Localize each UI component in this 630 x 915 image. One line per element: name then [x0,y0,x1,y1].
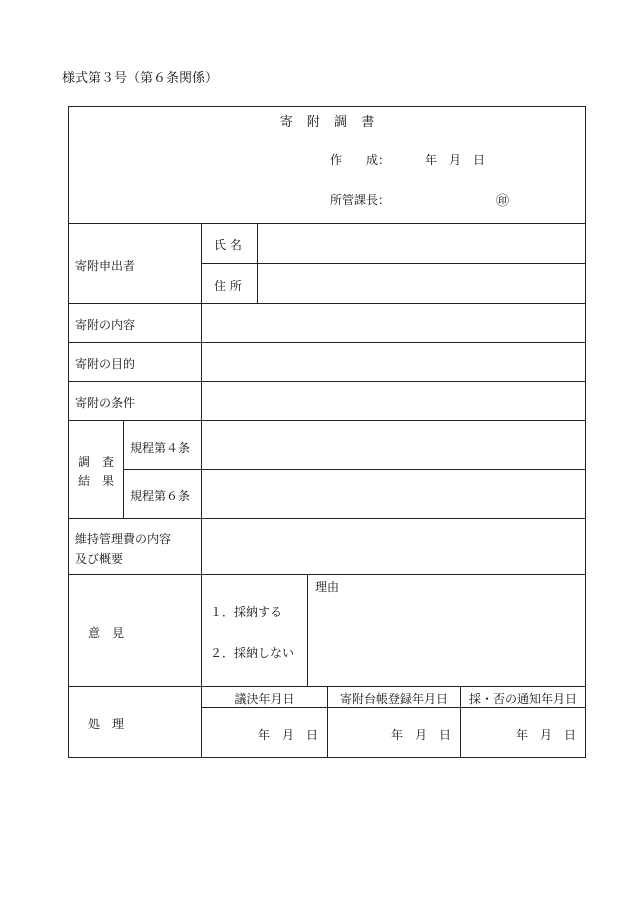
rule-article4-field[interactable] [202,421,585,469]
donation-purpose-label: 寄附の目的 [75,357,136,371]
created-label: 作 成： [330,153,391,167]
name-label: 氏 名 [214,238,242,252]
seal-mark: ㊞ [496,194,510,209]
option-accept[interactable]: １．採納する [210,605,283,619]
form-title: 寄 附 調 書 [279,115,375,130]
manager-label: 所管課長： [330,193,391,207]
donor-section-label: 寄附申出者 [75,259,136,273]
manager-field[interactable] [395,186,490,208]
rule-article6-label: 規程第６条 [130,489,191,503]
notification-date-field[interactable]: 年 月 日 [515,728,576,742]
donation-content-label: 寄附の内容 [75,318,136,332]
maintenance-label-line1: 維持管理費の内容 [75,532,172,546]
reason-field[interactable] [308,595,585,686]
investigation-label-line1: 調 査 [78,455,115,469]
resolution-date-field[interactable]: 年 月 日 [257,728,318,742]
rule-article4-label: 規程第４条 [130,441,191,455]
donation-purpose-field[interactable] [202,343,585,381]
donation-conditions-label: 寄附の条件 [75,396,136,410]
maintenance-field[interactable] [202,519,585,574]
processing-label: 処 理 [88,717,125,731]
address-field[interactable] [258,264,585,303]
rule-article6-field[interactable] [202,470,585,518]
opinion-label: 意 見 [88,626,125,640]
investigation-label-line2: 結 果 [78,474,115,488]
registry-date-field[interactable]: 年 月 日 [390,728,451,742]
created-date: 年 月 日 [425,153,486,167]
form-number: 様式第３号（第６条関係） [62,71,219,86]
name-field[interactable] [258,224,585,263]
option-reject[interactable]: ２．採納しない [210,646,295,660]
address-label: 住 所 [214,279,242,293]
resolution-date-header: 議決年月日 [234,692,295,706]
registry-date-header: 寄附台帳登録年月日 [339,692,448,706]
maintenance-label-line2: 及び概要 [75,552,124,566]
notification-date-header: 採・否の通知年月日 [468,692,577,706]
donation-conditions-field[interactable] [202,382,585,420]
donation-content-field[interactable] [202,304,585,342]
reason-label: 理由 [315,580,340,594]
